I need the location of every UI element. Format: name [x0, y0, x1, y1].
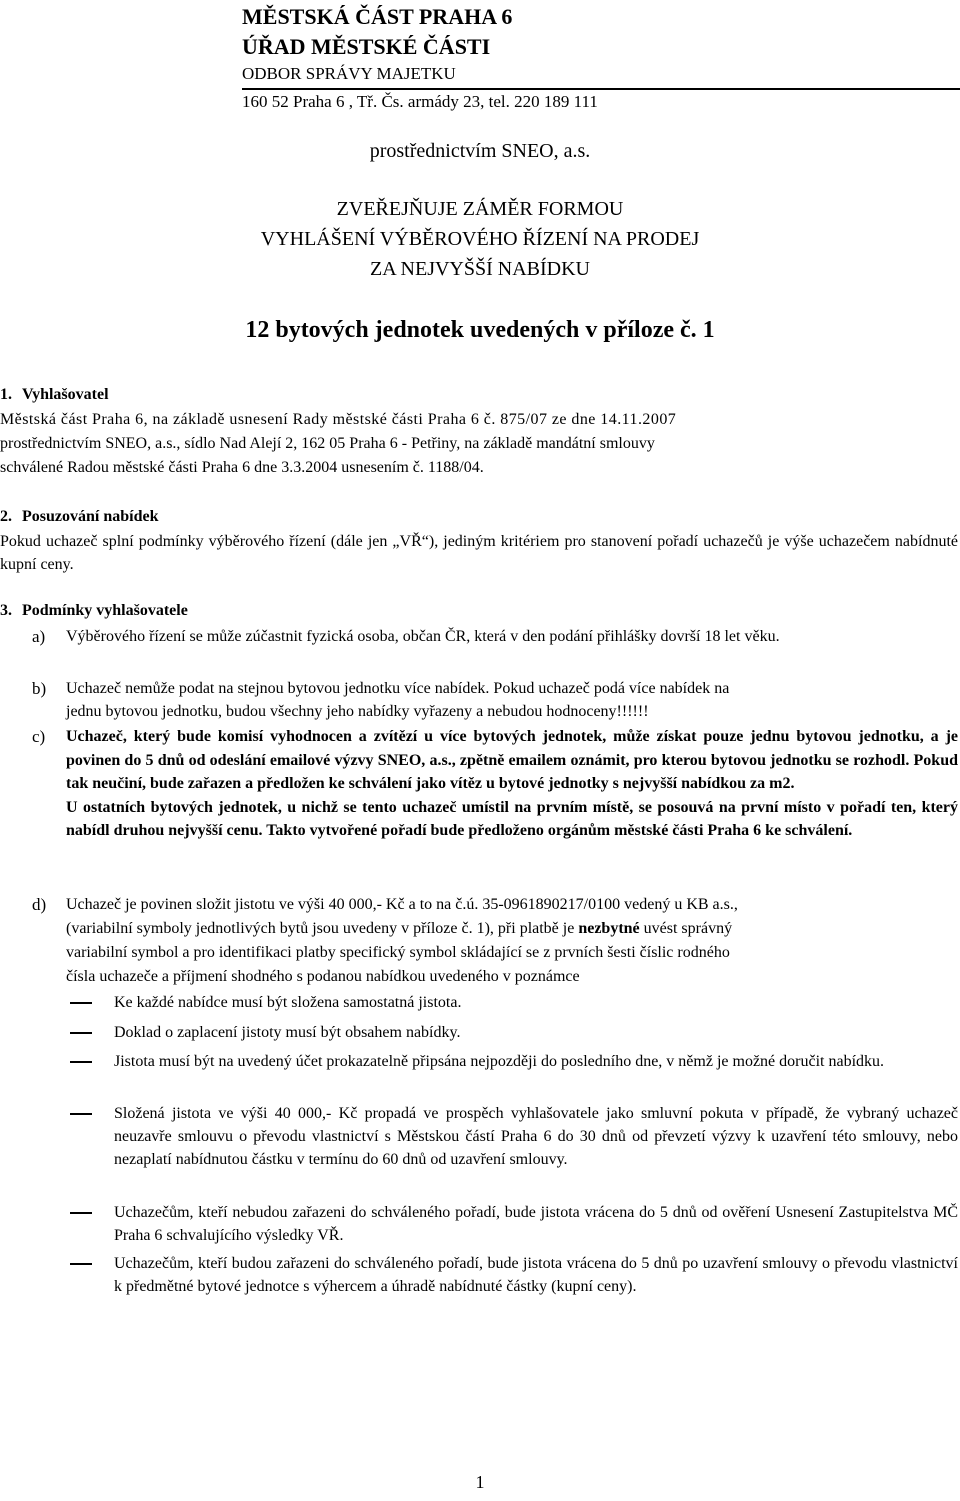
bullet-text: Ke každé nabídce musí být složena samostatná jistota.: [114, 994, 462, 1011]
header-department: ODBOR SPRÁVY MAJETKU: [242, 64, 456, 83]
condition-a-letter: a): [32, 627, 46, 646]
dash-marker: [70, 1032, 92, 1034]
bullet-text: Jistota musí být na uvedený účet prokazatelně připsána nejpozději do posledního dne, v němž je možné doručit nabídku.: [114, 1053, 885, 1070]
bullet-item: [114, 1102, 958, 1171]
bullet-item: [114, 991, 958, 1014]
document-subject: 12 bytových jednotek uvedených v příloze č. 1: [245, 317, 715, 343]
dash-marker: [70, 1263, 92, 1265]
condition-d-line-2-start: (variabilní symboly jednotlivých bytů jsou uvedeny v příloze č. 1), při platbě je: [66, 920, 579, 937]
bullet-item: [114, 1252, 958, 1298]
condition-d-line-1: Uchazeč je povinen složit jistotu ve výši 40 000,- Kč a to na č.ú. 35-0961890217/0100 vedený u KB a.s.,: [66, 896, 738, 913]
via-line: prostřednictvím SNEO, a.s.: [369, 140, 591, 162]
bullet-item: [114, 1201, 958, 1247]
header-office: ÚŘAD MĚSTSKÉ ČÁSTI: [242, 34, 491, 59]
dash-marker: [70, 1113, 92, 1115]
dash-marker: [70, 1212, 92, 1214]
section-2-text: Pokud uchazeč splní podmínky výběrového řízení (dále jen „VŘ“), jediným kritériem pro stanovení pořadí uchazečů je výše uchazečem nabídnuté kupní ceny.: [0, 533, 958, 573]
condition-d: [32, 893, 958, 989]
condition-d-letter: d): [32, 895, 47, 914]
bullet-text: Složená jistota ve výši 40 000,- Kč propadá ve prospěch vyhlašovatele jako smluvní pokuta v případě, že vybraný uchazeč neuzavře smlouvu o převodu vlastnictví s Městskou částí Praha 6 do 30 dnů od převzetí výzvy k uzavření této smlouvy, nebo nezaplatí nabídnutou částku v termínu do 60 dnů od uzavření smlouvy.: [114, 1105, 958, 1168]
condition-a-text: Výběrového řízení se může zúčastnit fyzická osoba, občan ČR, která v den podání přihlášky dovrší 18 let věku.: [66, 628, 780, 645]
section-1-number: 1.: [0, 386, 12, 403]
header-address: 160 52 Praha 6 , Tř. Čs. armády 23, tel. 220 189 111: [242, 92, 598, 111]
condition-c-text-1: Uchazeč, který bude komisí vyhodnocen a zvítězí u více bytových jednotek, může získat pouze jednu bytovou jednotku, a je povinen do 5 dnů od odeslání emailové výzvy SNEO, a.s., zpětně emailem oznámit, pro kterou bytovou jednotku se rozhodl. Pokud tak neučiní, bude zařazen a předložen ke schválení jako vítěz u bytové jednotky s nejvyšší nabídkou za m2.: [66, 728, 958, 792]
announcement-line-3: ZA NEJVYŠŠÍ NABÍDKU: [369, 258, 590, 280]
section-2-title: Posuzování nabídek: [22, 508, 159, 525]
condition-d-line-2-end: uvést správný: [639, 920, 733, 937]
bullet-text: Doklad o zaplacení jistoty musí být obsahem nabídky.: [114, 1024, 461, 1041]
section-1-line-2: prostřednictvím SNEO, a.s., sídlo Nad Alejí 2, 162 05 Praha 6 - Petřiny, na základě mandátní smlouvy: [0, 435, 655, 452]
condition-b-line-1: Uchazeč nemůže podat na stejnou bytovou jednotku více nabídek. Pokud uchazeč podá více nabídek na: [66, 680, 730, 697]
header-divider: [242, 88, 960, 90]
bullet-item: [114, 1021, 958, 1044]
condition-b: [32, 677, 958, 723]
announcement-line-1: ZVEŘEJŇUJE ZÁMĚR FORMOU: [336, 198, 624, 220]
condition-a: [32, 625, 958, 648]
condition-d-line-3: variabilní symbol a pro identifikaci platby specifický symbol skládající se z prvních šesti číslic rodného: [66, 944, 730, 961]
condition-b-line-2: jednu bytovou jednotku, budou všechny jeho nabídky vyřazeny a nebudou hodnoceny!!!!!!: [66, 703, 649, 720]
section-1-title: Vyhlašovatel: [22, 386, 109, 403]
condition-b-letter: b): [32, 679, 47, 698]
section-1-line-1: Městská část Praha 6, na základě usnesení Rady městské části Praha 6 č. 875/07 ze dne 14.11.2007: [0, 411, 677, 428]
condition-d-emphasis: nezbytné: [578, 920, 640, 937]
bullet-text: Uchazečům, kteří budou zařazeni do schváleného pořadí, bude jistota vrácena do 5 dnů po uzavření smlouvy o převodu vlastnictví k předmětné bytové jednotce s výhercem a úhradě nabídnuté částky (kupní ceny).: [114, 1255, 958, 1295]
dash-marker: [70, 1002, 92, 1004]
section-3-title: Podmínky vyhlašovatele: [22, 602, 188, 619]
section-3-number: 3.: [0, 602, 12, 619]
condition-d-line-4: čísla uchazeče a příjmení shodného s podanou nabídkou uvedeného v poznámce: [66, 968, 580, 985]
header-municipality: MĚSTSKÁ ČÁST PRAHA 6: [242, 4, 513, 29]
condition-c-text-2: U ostatních bytových jednotek, u nichž se tento uchazeč umístil na prvním místě, se posouvá na první místo v pořadí ten, který nabídl druhou nejvyšší cenu. Takto vytvořené pořadí bude předloženo orgánům městské části Praha 6 ke schválení.: [66, 798, 958, 839]
dash-marker: [70, 1061, 92, 1063]
condition-d-line-2: [66, 917, 958, 941]
condition-c-letter: c): [32, 727, 46, 746]
section-2-number: 2.: [0, 508, 12, 525]
condition-c: [32, 725, 958, 843]
section-1-line-3: schválené Radou městské části Praha 6 dne 3.3.2004 usnesením č. 1188/04.: [0, 459, 484, 476]
announcement-line-2: VYHLÁŠENÍ VÝBĚROVÉHO ŘÍZENÍ NA PRODEJ: [260, 228, 700, 250]
page-number: 1: [475, 1472, 485, 1492]
bullet-text: Uchazečům, kteří nebudou zařazeni do schváleného pořadí, bude jistota vrácena do 5 dnů od ověření Usnesení Zastupitelstva MČ Praha 6 schvalujícího výsledky VŘ.: [114, 1204, 958, 1244]
bullet-item: [114, 1050, 958, 1073]
